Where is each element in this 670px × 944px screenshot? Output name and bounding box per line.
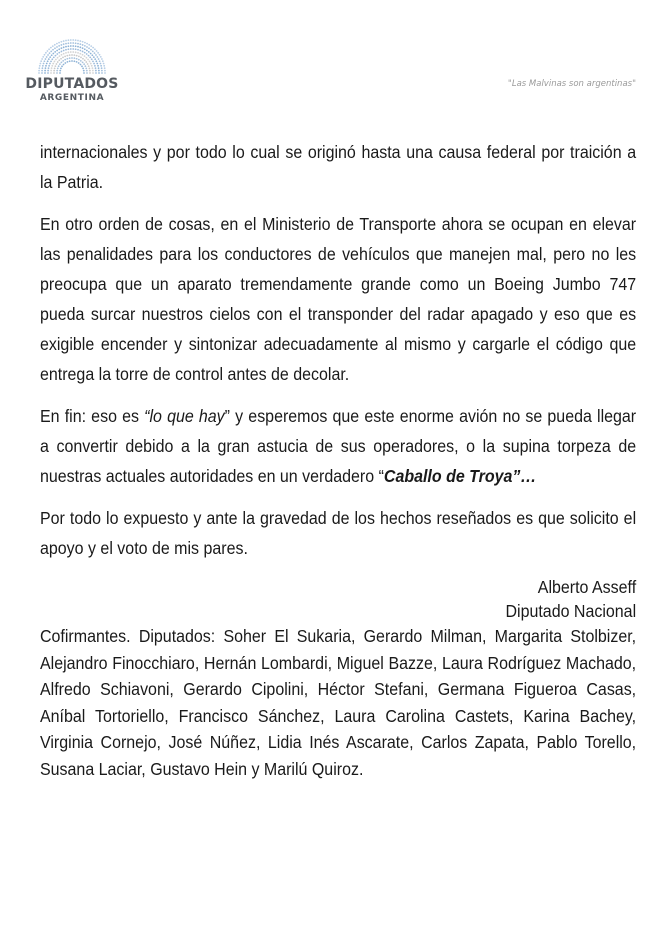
signature-title: Diputado Nacional [505,601,637,621]
motto: "Las Malvinas son argentinas" [507,79,636,89]
paragraph-1: internacionales y por todo lo cual se originó hasta una causa federal por traición a la Patria. [40,142,637,192]
page-header [0,0,670,120]
document-body [40,137,636,782]
paragraph-3-text-a: En fin: eso es [40,406,145,426]
paragraph-2: En otro orden de cosas, en el Ministerio de Transporte ahora se ocupan en elevar las penalidades para los conductores de vehículos que manejen mal, pero no les preocupa que un aparato tremendamente grande como un Boeing Jumbo 747 pueda surcar nuestros cielos con el transponder del radar apagado y eso que es exigible encender y sintonizar adecuadamente al mismo y cargarle el código que entrega la torre de control antes de decolar. [40,214,637,384]
signature-block [40,575,636,623]
paragraph-3 [40,401,636,491]
paragraph-4: Por todo lo expuesto y ante la gravedad de los hechos reseñados es que solicito el apoyo y el voto de mis pares. [40,508,637,558]
signature-name: Alberto Asseff [537,577,637,597]
cosigners: Cofirmantes. Diputados: Soher El Sukaria, Gerardo Milman, Margarita Stolbizer, Alejandro Finocchiaro, Hernán Lombardi, Miguel Bazze, Laura Rodríguez Machado, Alfredo Schiavoni, Gerardo Cipolini, Héctor Stefani, Germana Figueroa Casas, Aníbal Tortoriello, Francisco Sánchez, Laura Carolina Castets, Karina Bachey, Virginia Cornejo, José Núñez, Lidia Inés Ascarate, Carlos Zapata, Pablo Torello, Susana Laciar, Gustavo Hein y Marilú Quiroz. [40,626,637,779]
paragraph-3-text-b: ” y esperemos que este enorme avión no se pueda llegar a convertir debido a la gran astucia de sus operadores, o la supina torpeza de nuestras actuales autoridades en un verdadero [40,406,637,486]
diputados-logo [24,38,120,104]
paragraph-3-bold-italic: Caballo de Troya”… [383,466,537,486]
paragraph-3-italic: “lo que hay [144,406,225,426]
logo-subtitle: ARGENTINA [39,93,105,103]
hemicycle-icon [34,38,110,74]
paragraph-3-open-quote: “ [378,466,384,486]
logo-title: DIPUTADOS [25,76,119,92]
